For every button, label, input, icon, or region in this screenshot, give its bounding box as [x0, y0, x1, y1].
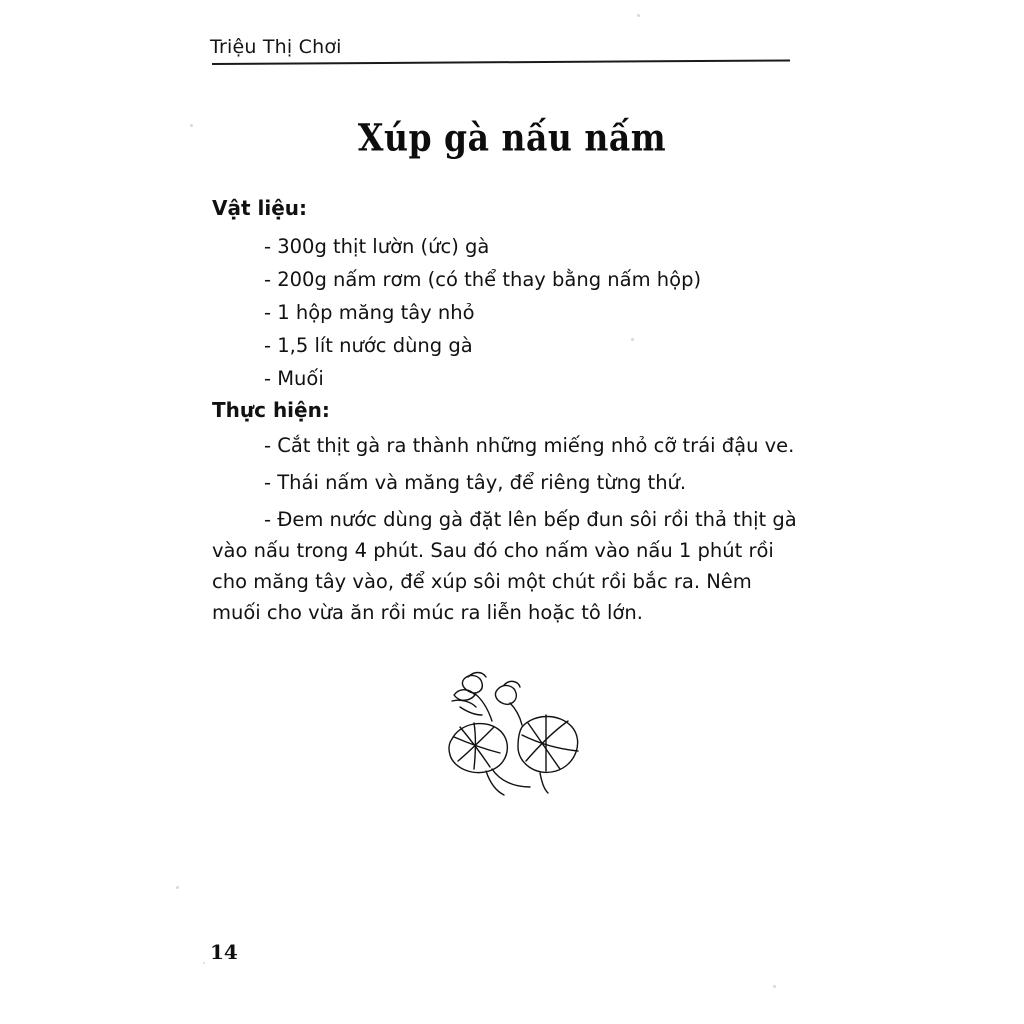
author-name: Triệu Thị Chơi: [210, 36, 342, 58]
ingredients-list: [264, 230, 904, 395]
page-number: 14: [210, 940, 238, 964]
flower-drawing: [430, 665, 620, 805]
recipe-title-text: Xúp gà nấu nấm: [357, 115, 667, 160]
list-item: - 1,5 lít nước dùng gà: [264, 334, 473, 357]
scan-speckle: [773, 985, 776, 988]
header-divider: [212, 59, 790, 65]
list-item: - 300g thịt lườn (ức) gà: [264, 235, 490, 258]
scan-speckle: [203, 962, 205, 964]
step-paragraph: - Thái nấm và măng tây, để riêng từng thứ.: [264, 471, 687, 494]
list-item: - Muối: [264, 367, 324, 390]
scan-speckle: [637, 14, 640, 17]
steps-list: [212, 430, 802, 628]
scan-speckle: [176, 886, 179, 889]
step-paragraph: - Cắt thịt gà ra thành những miếng nhỏ cỡ trái đậu ve.: [264, 434, 795, 457]
page-title: [0, 115, 1024, 160]
list-item: - 1 hộp măng tây nhỏ: [264, 301, 475, 324]
steps-heading: Thực hiện:: [212, 398, 330, 422]
ingredients-heading: Vật liệu:: [212, 196, 308, 220]
list-item: - 200g nấm rơm (có thể thay bằng nấm hộp): [264, 268, 702, 291]
page-header: [210, 36, 790, 58]
step-paragraph: - Đem nước dùng gà đặt lên bếp đun sôi rồi thả thịt gà vào nấu trong 4 phút. Sau đó cho nấm vào nấu 1 phút rồi cho măng tây vào, để xúp sôi một chút rồi bắc ra. Nêm muối cho vừa ăn rồi múc ra liễn hoặc tô lớn.: [212, 508, 797, 624]
